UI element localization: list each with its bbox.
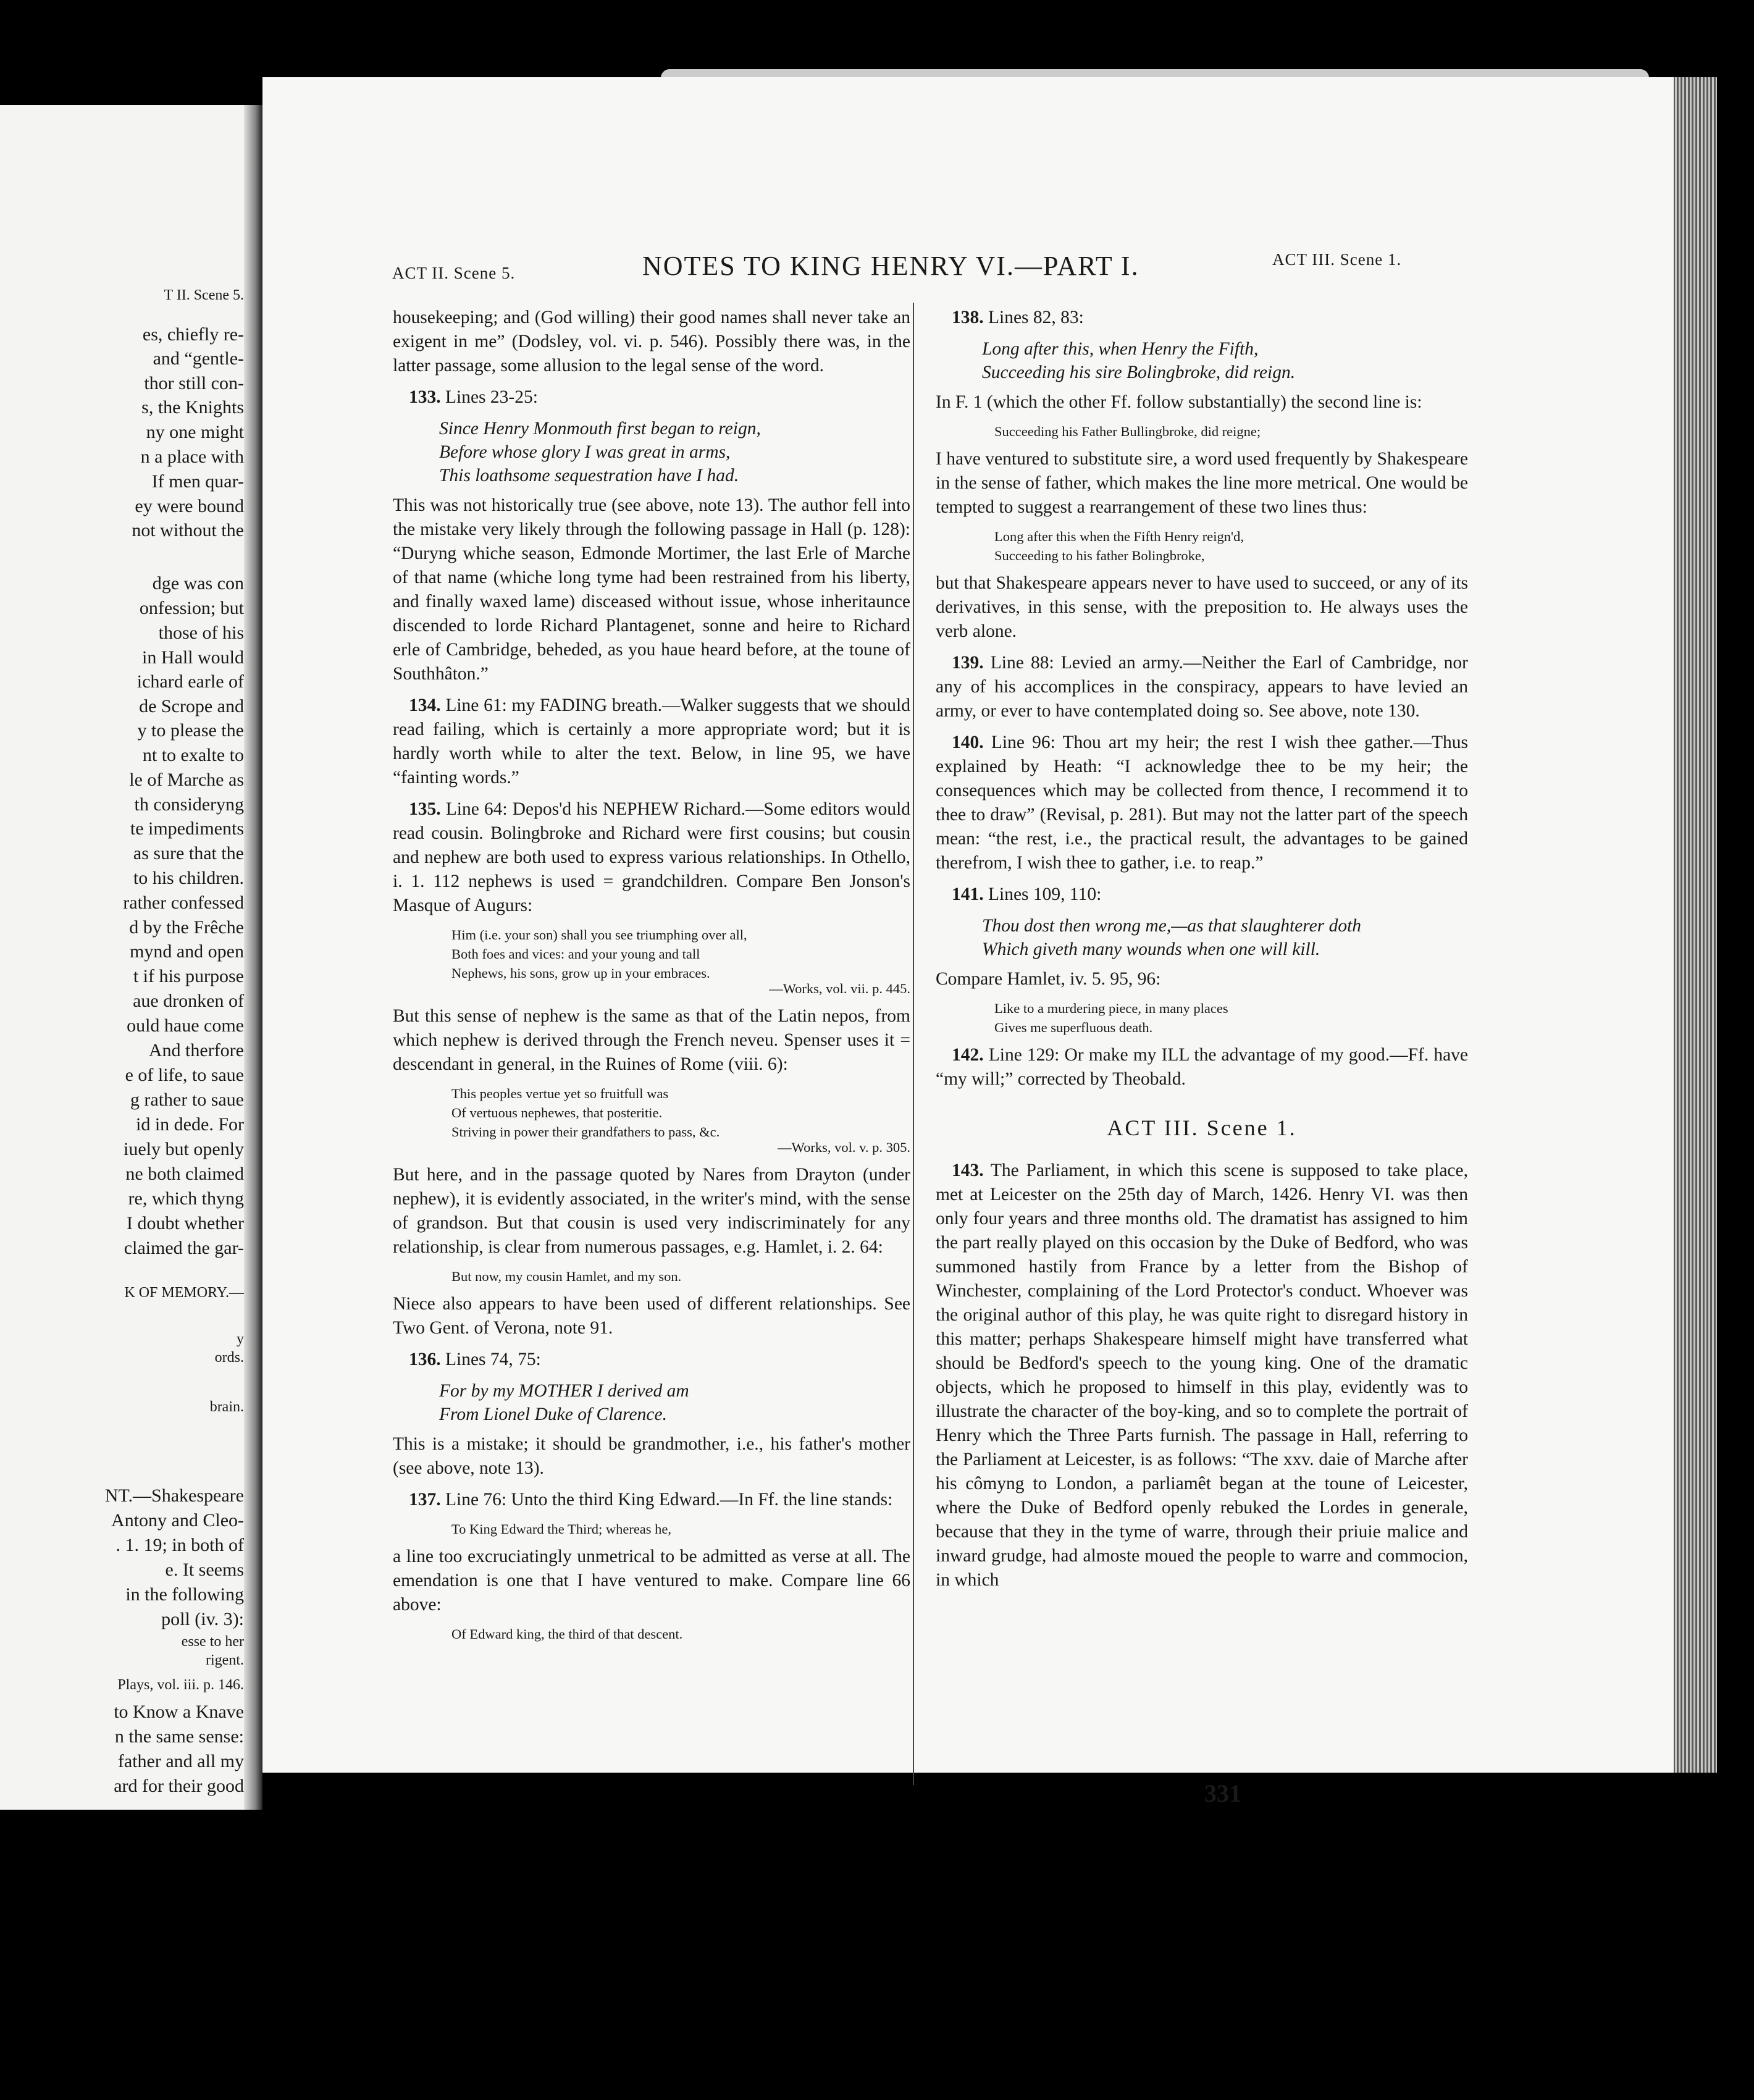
note-number: 134. (409, 695, 441, 715)
verse-quote (982, 337, 1468, 384)
verse-quote (982, 914, 1468, 961)
previous-page-line: father and all my (117, 1751, 244, 1771)
act-heading: ACT III. Scene 1. (1107, 1115, 1297, 1140)
note-number: 142. (952, 1045, 984, 1065)
note-text: Niece also appears to have been used of different relationships. See Two Gent. of Verona, note 91. (393, 1294, 910, 1338)
note-text: I have ventured to substitute sire, a word used frequently by Shakespeare in the sense of father, which makes the line more metrical. One would be tempted to suggest a rearrangement of these two lines thus: (936, 449, 1468, 517)
note-text: but that Shakespeare appears never to have used to succeed, or any of its derivatives, in this sense, with the preposition to. He always uses the verb alone. (936, 573, 1468, 641)
column-divider (913, 303, 914, 1785)
right-column (936, 306, 1468, 1600)
note-text: Line 64: Depos'd his NEPHEW Richard.—Some editors would read cousin. Bolingbroke and Richard were first cousins; but cousin and nephew are both used to express various relationships. In Othello, i. 1. 112 nephews is used = grandchildren. Compare Ben Jonson's Masque of Augurs: (393, 799, 911, 915)
note-text: Line 129: Or make my ILL the advantage of my good.—Ff. have “my will;” corrected by Theobald. (936, 1045, 1469, 1089)
note-text: This was not historically true (see above, note 13). The author fell into the mistake very likely through the following passage in Hall (p. 128): “Duryng whiche season, Edmonde Mortimer, the last Erle of Marche of that name (whiche long tyme had been restrained from his liberty, and finally waxed lame) disceased without issue, whose inheritaunce discended to lorde Richard Plantagenet, sonne and heire to Richard erle of Cambridge, beheded, as you haue heard before, at the toune of Southhâton.” (393, 495, 910, 684)
note-text: Line 76: Unto the third King Edward.—In Ff. the line stands: (445, 1490, 893, 1510)
left-column (393, 306, 910, 1650)
previous-page-line: mynd and open (130, 941, 244, 962)
note-heading: Lines 74, 75: (445, 1350, 541, 1369)
previous-page-line: e of life, to saue (125, 1065, 244, 1085)
previous-page-line: re, which thyng (128, 1188, 244, 1209)
quote-source: —Works, vol. v. p. 305. (778, 1140, 910, 1155)
previous-page-line: ne both claimed (125, 1164, 244, 1184)
note-140 (936, 731, 1468, 875)
previous-page-line: and “gentle- (153, 348, 244, 369)
note-text: The Parliament, in which this scene is supposed to take place, met at Leicester on the 25th day of March, 1426. Henry VI. was then only four years and three months old. The dramatist has assigned to him the part really played on this occasion by the Duke of Bedford, who was summoned hastily from France by a letter from the Bishop of Winchester, complaining of the Lord Protector's conduct. Whoever was the original author of this play, he was quite right to disregard history in this matter; perhaps Shakespeare himself might have transferred what should be Bedford's speech to the young king. One of the dramatic objects, which he proposed to himself in this play, evidently was to illustrate the character of the boy-king, and so to complete the portrait of Henry which the Three Parts furnish. The passage in Hall, referring to the Parliament at Leicester, is as follows: “The xxv. daie of Marche after his cômyng to London, a parliamêt began at the toune of Leicester, where the Duke of Bedford openly rebuked the Lordes in generale, because that they in the tyme of warre, through their priuie malice and inward grudge, had almoste moued the people to warre and commocion, in which (936, 1161, 1468, 1590)
previous-page-line: es, chiefly re- (142, 324, 244, 345)
note-text: This is a mistake; it should be grandmother, i.e., his father's mother (see above, note 13). (393, 1434, 910, 1478)
note-134 (393, 694, 910, 790)
note-number: 140. (952, 733, 984, 752)
previous-page-line: claimed the gar- (124, 1238, 244, 1258)
previous-page-line: iuely but openly (124, 1139, 244, 1159)
page-number: 331 (1204, 1779, 1241, 1807)
note-heading: Lines 109, 110: (988, 884, 1102, 904)
previous-page-line: de Scrope and (139, 696, 244, 716)
block-quote (994, 999, 1468, 1037)
quote-line: Succeeding to his father Bolingbroke, (994, 548, 1205, 563)
previous-page-line: s, the Knights (141, 397, 244, 418)
note-heading: Lines 23-25: (445, 387, 538, 407)
quote-line: Both foes and vices: and your young and tall (451, 946, 700, 962)
previous-page-line: n a place with (140, 447, 244, 467)
block-quote (994, 422, 1468, 441)
note-137 (393, 1488, 910, 1512)
note-number: 137. (409, 1490, 441, 1510)
note-133 (393, 385, 910, 410)
previous-page-line: as sure that the (133, 843, 244, 863)
previous-page-line: not without the (132, 520, 244, 540)
verse-line: Which giveth many wounds when one will kill. (982, 939, 1320, 959)
note-number: 138. (952, 308, 984, 327)
verse-line: Long after this, when Henry the Fifth, (982, 339, 1259, 359)
note-136 (393, 1348, 910, 1372)
note-138 (936, 306, 1468, 330)
quote-line: Striving in power their grandfathers to pass, &c. (451, 1124, 720, 1140)
quote-line: To King Edward the Third; whereas he, (451, 1521, 672, 1537)
quote-line: Like to a murdering piece, in many places (994, 1001, 1228, 1016)
note-number: 135. (409, 799, 441, 819)
previous-page-line: onfession; but (139, 598, 244, 618)
previous-page-line: to Know a Knave (114, 1702, 244, 1722)
previous-page-line: in Hall would (142, 647, 244, 668)
verse-line: Succeeding his sire Bolingbroke, did reign. (982, 363, 1296, 382)
note-143 (936, 1159, 1468, 1592)
quote-line: Him (i.e. your son) shall you see triumphing over all, (451, 927, 747, 943)
book-gutter (244, 105, 262, 1810)
note-number: 141. (952, 884, 984, 904)
block-quote (451, 1624, 910, 1644)
previous-page-line: t if his purpose (133, 966, 244, 986)
note-142 (936, 1043, 1468, 1091)
previous-page-line: e. It seems (165, 1560, 244, 1580)
previous-page-line: rigent. (206, 1652, 244, 1668)
block-quote (994, 527, 1468, 565)
previous-page-line: brain. (209, 1399, 244, 1415)
verse-line: For by my MOTHER I derived am (439, 1381, 689, 1401)
verse-line: Thou dost then wrong me,—as that slaughterer doth (982, 916, 1362, 936)
previous-page-line: esse to her (181, 1634, 244, 1650)
previous-page-line: . 1. 19; in both of (115, 1535, 244, 1555)
quote-line: This peoples vertue yet so fruitfull was (451, 1086, 669, 1101)
note-135 (393, 797, 910, 918)
previous-page-line: n the same sense: (114, 1726, 244, 1747)
previous-page-line: T II. Scene 5. (164, 287, 244, 303)
previous-page-line: And therfore (148, 1040, 244, 1060)
note-text: In F. 1 (which the other Ff. follow substantially) the second line is: (936, 392, 1422, 412)
quote-line: Nephews, his sons, grow up in your embraces. (451, 965, 710, 981)
running-header-right: ACT III. Scene 1. (1272, 250, 1402, 269)
previous-page-line: NT.—Shakespeare (104, 1485, 244, 1506)
note-text: But this sense of nephew is the same as that of the Latin nepos, from which nephew is derived through the French neveu. Spenser uses it = descendant in general, in the Ruines of Rome (viii. 6): (393, 1006, 910, 1074)
note-number: 133. (409, 387, 441, 407)
page-edges (1668, 77, 1717, 1773)
previous-page-line: in the following (125, 1584, 244, 1605)
block-quote (451, 1084, 910, 1157)
quote-source: —Works, vol. vii. p. 445. (769, 981, 910, 996)
running-header-left: ACT II. Scene 5. (392, 264, 516, 282)
quote-line: Long after this when the Fifth Henry reign'd, (994, 529, 1244, 544)
quote-line: Gives me superfluous death. (994, 1020, 1153, 1035)
quote-line: Of vertuous nephewes, that posteritie. (451, 1105, 663, 1120)
previous-page-line: ichard earle of (136, 671, 244, 692)
verse-line: This loathsome sequestration have I had. (439, 466, 739, 485)
note-number: 139. (952, 653, 984, 673)
block-quote (451, 1519, 910, 1539)
previous-page-line: le of Marche as (129, 770, 244, 790)
block-quote (451, 925, 910, 998)
previous-page-line: y to please the (137, 720, 244, 741)
verse-line: From Lionel Duke of Clarence. (439, 1405, 667, 1424)
previous-page-line: y (237, 1331, 244, 1347)
previous-page-line: rather confessed (123, 892, 244, 913)
note-text: Line 88: Levied an army.—Neither the Earl of Cambridge, nor any of his accomplices in the conspiracy, appears to have levied an army, or ever to have contemplated doing so. See above, note 130. (936, 653, 1469, 721)
note-text: Line 61: my FADING breath.—Walker suggests that we should read failing, which is certainly a more appropriate word; but it is hardly worth while to alter the text. Below, in line 95, we have “fainting words.” (393, 695, 910, 788)
previous-page-line: K OF MEMORY.— (124, 1285, 244, 1301)
paragraph: housekeeping; and (God willing) their good names shall never take an exigent in me” (Dodsley, vol. vi. p. 546). Possibly there was, in the latter passage, some allusion to the legal sense of the word. (393, 308, 910, 376)
previous-page-line: ould haue come (127, 1015, 244, 1036)
note-text: But here, and in the passage quoted by Nares from Drayton (under nephew), it is evidently associated, in the writer's mind, with the sense of grandson. But that cousin is used very indiscriminately for any relationship, is clear from numerous passages, e.g. Hamlet, i. 2. 64: (393, 1165, 910, 1257)
previous-page (0, 105, 250, 1810)
note-heading: Lines 82, 83: (988, 308, 1084, 327)
previous-page-line: thor still con- (144, 373, 244, 393)
previous-page-line: If men quar- (151, 471, 244, 492)
previous-page-line: ny one might (146, 422, 244, 442)
previous-page-line: those of his (158, 623, 244, 643)
previous-page-line: Plays, vol. iii. p. 146. (117, 1677, 244, 1693)
previous-page-line: I doubt whether (127, 1213, 244, 1233)
note-141 (936, 883, 1468, 907)
note-text: Compare Hamlet, iv. 5. 95, 96: (936, 969, 1161, 989)
previous-page-line: id in dede. For (136, 1114, 244, 1135)
quote-line: Succeeding his Father Bullingbroke, did reigne; (994, 424, 1261, 439)
previous-page-line: nt to exalte to (142, 745, 244, 765)
verse-line: Before whose glory I was great in arms, (439, 442, 731, 462)
block-quote (451, 1267, 910, 1286)
previous-page-line: to his children. (133, 868, 244, 888)
previous-page-line: dge was con (152, 573, 244, 594)
previous-page-line: d by the Frêche (129, 917, 244, 938)
previous-page-line: te impediments (130, 818, 244, 839)
previous-page-line: Antony and Cleo- (111, 1510, 244, 1531)
previous-page-line: ords. (214, 1350, 244, 1366)
note-number: 136. (409, 1350, 441, 1369)
verse-quote (439, 417, 910, 487)
running-header-title: NOTES TO KING HENRY VI.—PART I. (642, 251, 1139, 281)
quote-line: But now, my cousin Hamlet, and my son. (451, 1269, 682, 1284)
previous-page-line: aue dronken of (133, 991, 244, 1011)
previous-page-line: g rather to saue (130, 1090, 244, 1110)
previous-page-line: poll (iv. 3): (161, 1609, 244, 1629)
verse-line: Since Henry Monmouth first began to reign, (439, 419, 761, 439)
previous-page-line: ard for their good (114, 1776, 244, 1796)
note-text: Line 96: Thou art my heir; the rest I wish thee gather.—Thus explained by Heath: “I acknowledge thee to be my heir; the consequences which may be collected from thence, I recommend it to thee to draw” (Revisal, p. 281). But may not the latter part of the speech mean: “the rest, i.e., the practical result, the advantages to be gained therefrom, I wish thee to gather, i.e. to reap.” (936, 733, 1469, 873)
quote-line: Of Edward king, the third of that descent. (451, 1626, 683, 1642)
previous-page-line: ey were bound (135, 496, 244, 516)
verse-quote (439, 1379, 910, 1426)
note-text: a line too excruciatingly unmetrical to be admitted as verse at all. The emendation is one that I have ventured to make. Compare line 66 above: (393, 1547, 910, 1615)
previous-page-line: th consideryng (134, 794, 244, 815)
note-139 (936, 651, 1468, 723)
note-number: 143. (952, 1161, 984, 1180)
